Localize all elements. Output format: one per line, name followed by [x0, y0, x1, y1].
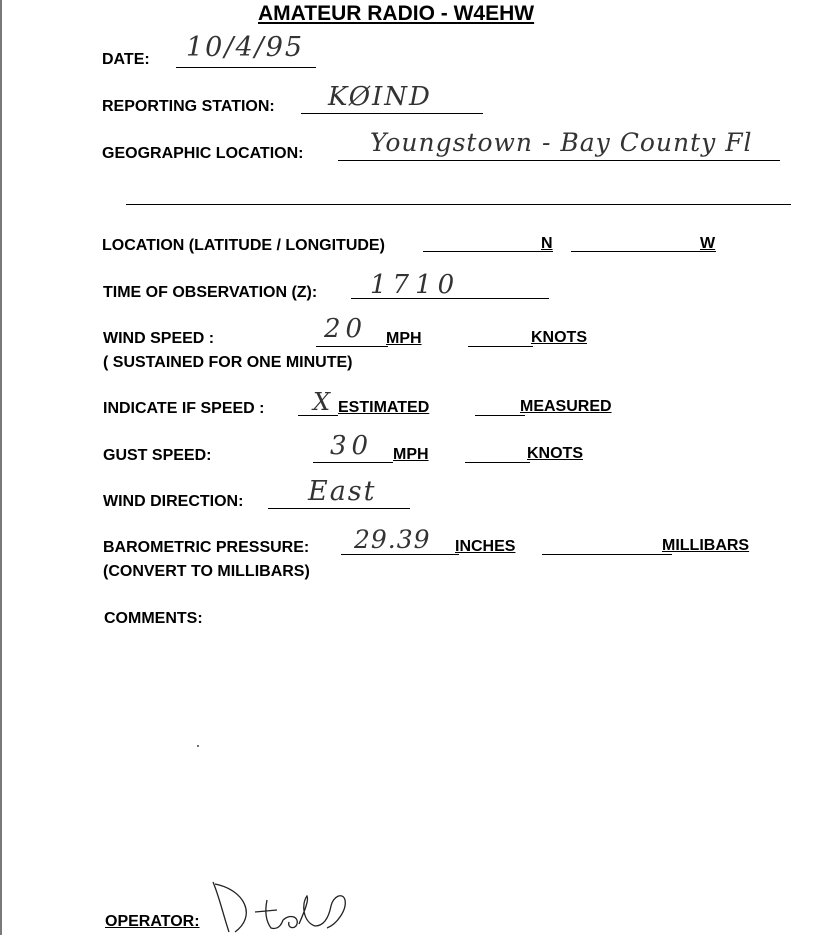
measured-line: [475, 415, 525, 416]
operator-signature: [205, 876, 355, 935]
pressure-label: BAROMETRIC PRESSURE:: [103, 539, 310, 556]
wind-knots-line: [468, 346, 533, 347]
geo-line: [338, 160, 780, 161]
geo-value: Youngstown - Bay County Fl: [370, 128, 753, 157]
gust-label: GUST SPEED:: [103, 447, 212, 464]
scan-left-edge: [0, 0, 2, 935]
pressure-inches-line: [341, 554, 459, 555]
longitude-line: [571, 251, 716, 252]
estimated-mark: X: [313, 388, 333, 416]
pressure-millibars-line: [542, 554, 672, 555]
measured-option: MEASURED: [520, 398, 612, 415]
pressure-millibars: MILLIBARS: [662, 537, 750, 554]
gust-value: 30: [330, 431, 374, 461]
time-value: 1710: [370, 270, 461, 300]
gust-knots: KNOTS: [527, 445, 583, 462]
date-value: 10/4/95: [186, 32, 305, 63]
geo-extra-line: [126, 204, 791, 205]
station-line: [301, 113, 483, 114]
station-label: REPORTING STATION:: [102, 98, 275, 115]
indicate-label: INDICATE IF SPEED :: [103, 400, 265, 417]
form-title: AMATEUR RADIO - W4EHW: [258, 2, 535, 25]
direction-value: East: [308, 476, 377, 507]
scan-speck: [197, 745, 199, 747]
longitude-w: W: [700, 235, 716, 252]
estimated-option: ESTIMATED: [338, 399, 430, 416]
wind-value: 20: [324, 314, 368, 344]
wind-label: WIND SPEED :: [103, 330, 215, 347]
pressure-value: 29.39: [354, 525, 431, 554]
pressure-sub-label: (CONVERT TO MILLIBARS): [103, 563, 310, 580]
gust-mph: MPH: [393, 446, 429, 463]
wind-knots: KNOTS: [531, 329, 587, 346]
pressure-inches: INCHES: [455, 538, 516, 555]
date-line: [176, 67, 316, 68]
gust-mph-line: [313, 462, 393, 463]
gust-knots-line: [465, 462, 530, 463]
operator-label: OPERATOR:: [105, 913, 200, 930]
direction-line: [268, 508, 410, 509]
latitude-n: N: [541, 235, 553, 252]
wind-mph: MPH: [386, 330, 422, 347]
wind-mph-line: [316, 346, 388, 347]
geo-label: GEOGRAPHIC LOCATION:: [102, 145, 304, 162]
time-label: TIME OF OBSERVATION (Z):: [103, 284, 318, 301]
station-value: KØIND: [328, 82, 432, 112]
latlon-label: LOCATION (LATITUDE / LONGITUDE): [102, 237, 385, 254]
direction-label: WIND DIRECTION:: [103, 493, 244, 510]
latitude-line: [423, 251, 553, 252]
date-label: DATE:: [102, 51, 150, 68]
wind-sub-label: ( SUSTAINED FOR ONE MINUTE): [103, 354, 353, 371]
comments-label: COMMENTS:: [104, 610, 203, 627]
